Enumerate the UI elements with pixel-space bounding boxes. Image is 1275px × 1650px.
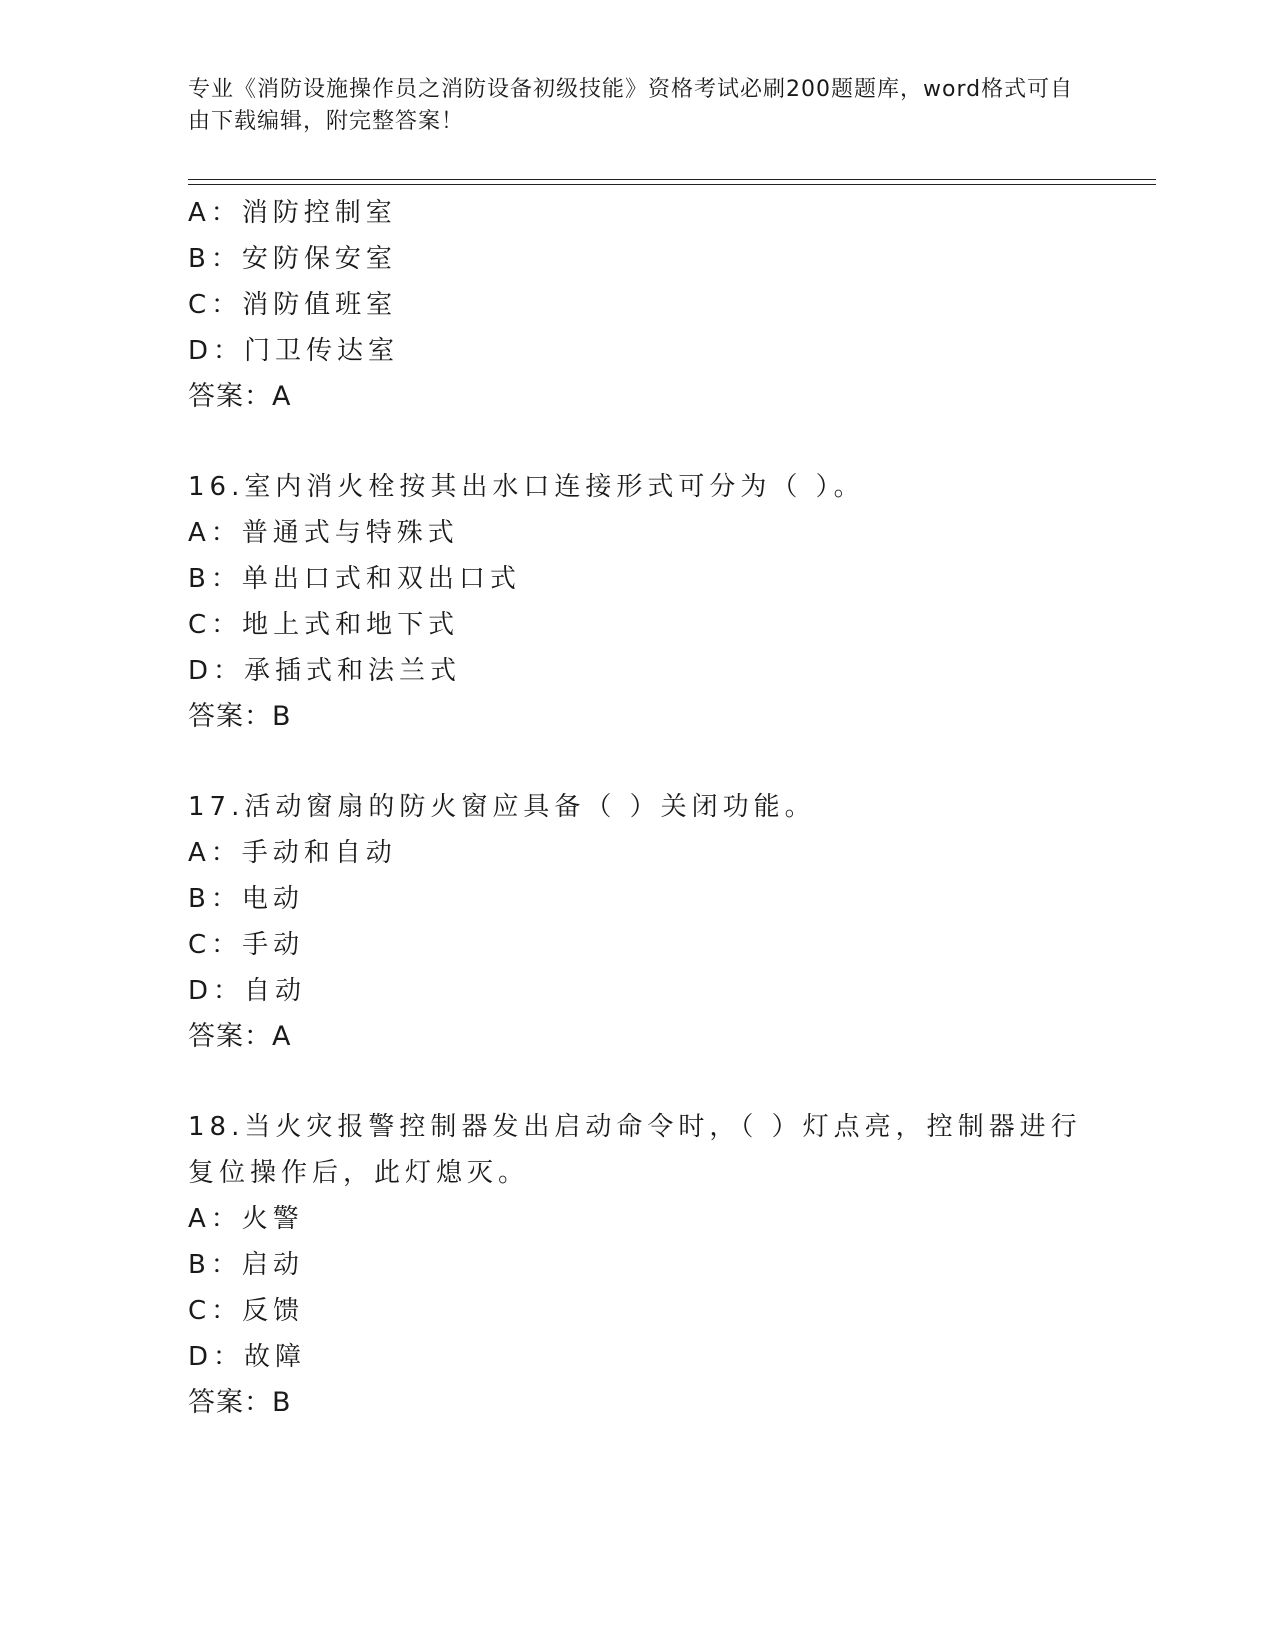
- answer-line: 答案：A: [188, 1021, 292, 1052]
- option-c: C：反馈: [188, 1296, 305, 1326]
- header-divider-top: [188, 179, 1156, 180]
- question-text: 16.室内消火栓按其出水口连接形式可分为（ ）。: [188, 472, 865, 502]
- option-d: D：故障: [188, 1342, 307, 1372]
- option-c: C：手动: [188, 930, 305, 960]
- question-block-16: [188, 464, 1108, 740]
- option-d: D：承插式和法兰式: [188, 656, 462, 686]
- option-b: B：单出口式和双出口式: [188, 564, 521, 594]
- option-c: C：消防值班室: [188, 290, 398, 320]
- option-d: D：门卫传达室: [188, 336, 400, 366]
- option-c: C：地上式和地下式: [188, 610, 460, 640]
- answer-line: 答案：B: [188, 1387, 292, 1418]
- option-d: D：自动: [188, 976, 307, 1006]
- question-block-18: [188, 1104, 1108, 1426]
- answer-line: 答案：A: [188, 381, 292, 412]
- option-a: A：火警: [188, 1204, 304, 1234]
- question-block-17: [188, 784, 1108, 1060]
- option-b: B：启动: [188, 1250, 304, 1280]
- option-b: B：电动: [188, 884, 304, 914]
- question-list: [188, 190, 1108, 1470]
- option-a: A：普通式与特殊式: [188, 518, 459, 548]
- answer-line: 答案：B: [188, 701, 292, 732]
- question-text: 17.活动窗扇的防火窗应具备（ ）关闭功能。: [188, 792, 816, 822]
- header-divider-bottom: [188, 184, 1156, 185]
- option-b: B：安防保安室: [188, 244, 397, 274]
- option-a: A：消防控制室: [188, 198, 397, 228]
- question-block-15: [188, 190, 1108, 420]
- option-a: A：手动和自动: [188, 838, 397, 868]
- question-text: 18.当火灾报警控制器发出启动命令时，（ ）灯点亮，控制器进行复位操作后，此灯熄灭。: [188, 1112, 1082, 1188]
- document-header: 专业《消防设施操作员之消防设备初级技能》资格考试必刷200题题库，word格式可自由下载编辑，附完整答案！: [188, 77, 1074, 134]
